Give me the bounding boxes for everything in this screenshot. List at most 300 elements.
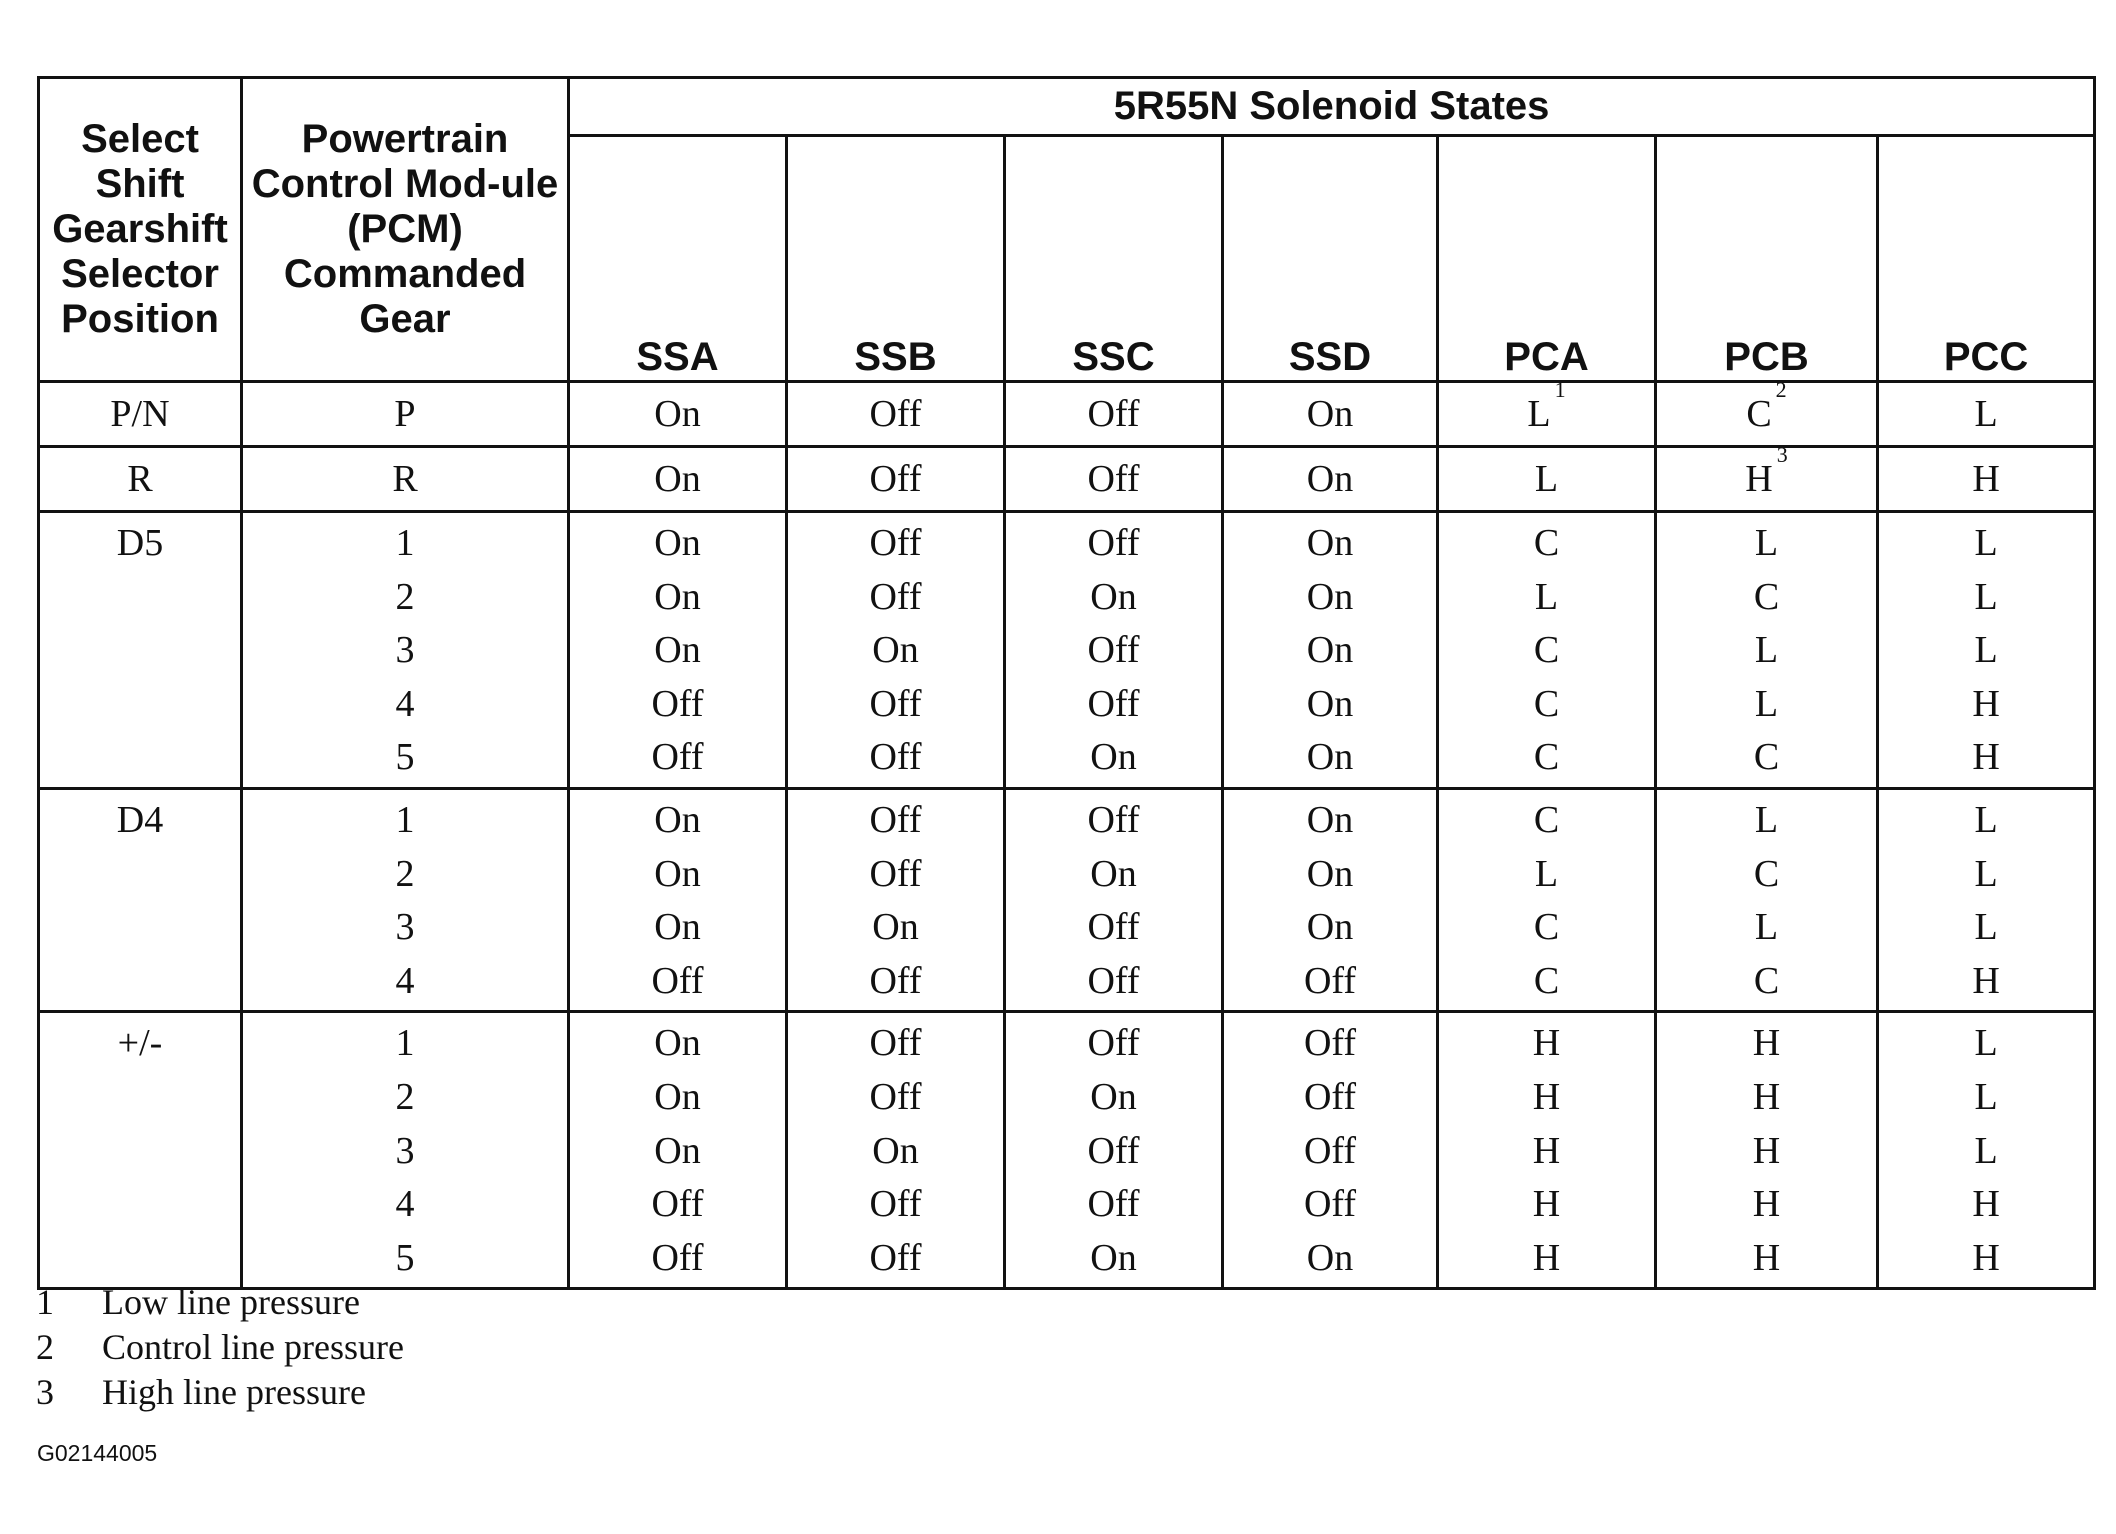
ssd-state (1224, 517, 1436, 571)
ssb-state (869, 393, 921, 435)
selector-position: +/- (117, 1022, 163, 1065)
figure-code: G02144005 (37, 1440, 158, 1466)
pca-value: L (1527, 393, 1551, 435)
ssa-state (570, 1125, 785, 1179)
pcc-cell (1878, 1012, 2095, 1289)
pca-state (1439, 731, 1654, 785)
footnote-number: 3 (36, 1372, 54, 1412)
ssd-state (1224, 1232, 1436, 1286)
pcb-cell (1656, 1012, 1878, 1289)
selector-position: R (127, 458, 153, 500)
footnote (36, 1280, 404, 1325)
pcc-state (1879, 517, 2093, 571)
pcb-state (1657, 848, 1876, 902)
pcb-cell (1656, 377, 1878, 447)
ssd-value: On (1306, 575, 1354, 618)
ssc-cell (1005, 382, 1223, 447)
ssb-state (788, 1017, 1003, 1071)
footnote-text: High line pressure (102, 1372, 366, 1412)
ssc-value: Off (1087, 1129, 1140, 1172)
ssa-value: On (654, 852, 701, 895)
ssa-cell (569, 447, 787, 512)
ssb-value: Off (869, 1183, 922, 1226)
pcc-state (1879, 794, 2093, 848)
pcb-state (1657, 731, 1876, 785)
ssb-cell (787, 512, 1005, 789)
ssb-value: Off (869, 522, 922, 564)
pca-state (1439, 1071, 1654, 1125)
pca-value: H (1532, 1129, 1561, 1172)
ssb-value: Off (869, 1236, 922, 1279)
pca-value: L (1534, 458, 1559, 500)
ssd-value: On (1306, 682, 1354, 725)
pca-state (1439, 1125, 1654, 1179)
ssd-state (1224, 794, 1436, 848)
pca-state (1439, 955, 1654, 1009)
pcb-value: C (1746, 393, 1772, 435)
pcc-state (1879, 571, 2093, 625)
header-ssc: SSC (1005, 136, 1223, 382)
ssb-value: Off (869, 458, 922, 500)
ssc-value: Off (1087, 906, 1140, 949)
ssa-state (570, 794, 785, 848)
pca-value: C (1533, 906, 1560, 949)
ssc-state (1006, 1232, 1221, 1286)
pcc-cell (1878, 447, 2095, 512)
ssd-state (1224, 848, 1436, 902)
ssd-state (1224, 678, 1436, 732)
ssc-value: Off (1087, 458, 1140, 500)
pca-value: H (1532, 1022, 1561, 1065)
selector-position: D5 (116, 522, 164, 564)
ssd-state (1224, 1178, 1436, 1232)
ssb-state (788, 1071, 1003, 1125)
ssd-cell (1223, 447, 1438, 512)
ssc-state (1087, 458, 1139, 500)
ssd-value: Off (1303, 1075, 1357, 1118)
header-ssd: SSD (1223, 136, 1438, 382)
ssa-state (570, 1071, 785, 1125)
pca-state (1535, 458, 1558, 500)
ssd-state (1224, 901, 1436, 955)
pcc-state (1879, 1178, 2093, 1232)
ssc-state (1006, 624, 1221, 678)
ssc-value: On (1090, 1075, 1137, 1118)
footnote-number: 2 (36, 1327, 54, 1367)
ssa-value: On (654, 458, 701, 500)
pcc-value: L (1974, 522, 1998, 564)
commanded-gear: 1 (395, 1022, 415, 1065)
ssa-value: Off (651, 1183, 704, 1226)
ssa-value: Off (651, 959, 704, 1002)
ssc-state (1006, 571, 1221, 625)
pcc-value: L (1974, 906, 1998, 949)
ssb-value: On (872, 1129, 919, 1172)
footnotes (36, 1280, 404, 1415)
commanded-gear: 3 (395, 906, 415, 949)
pca-value: H (1532, 1183, 1561, 1226)
ssb-state (788, 1125, 1003, 1179)
commanded-gear: 3 (395, 629, 415, 672)
pcc-value: L (1974, 575, 1998, 618)
ssd-value: On (1306, 852, 1354, 895)
ssd-state (1224, 1125, 1436, 1179)
pcb-state (1657, 794, 1876, 848)
footnote-ref: 2 (1775, 377, 1787, 402)
pcb-cell (1656, 512, 1878, 789)
commanded-gear: 1 (395, 798, 415, 841)
ssb-state (788, 1232, 1003, 1286)
ssd-value: Off (1303, 1183, 1357, 1226)
ssd-state (1224, 571, 1436, 625)
header-pcb: PCB (1656, 136, 1878, 382)
row-group-3 (39, 788, 2095, 1011)
pcb-value: H (1752, 1022, 1781, 1065)
pcc-state (1879, 678, 2093, 732)
commanded-gear: 3 (395, 1129, 415, 1172)
commanded-gear: 1 (395, 522, 415, 564)
ssa-state (570, 731, 785, 785)
selector-position-cell (39, 1012, 242, 1289)
header-pcm-gear: Powertrain Control Mod-ule (PCM) Commanded Gear (242, 78, 569, 382)
ssc-state (1006, 731, 1221, 785)
ssb-cell (787, 447, 1005, 512)
ssc-state (1087, 393, 1139, 435)
pcb-cell (1656, 442, 1878, 512)
ssb-state (788, 678, 1003, 732)
pcc-cell (1878, 512, 2095, 789)
pca-value: C (1533, 959, 1560, 1002)
pcc-value: L (1974, 852, 1998, 895)
ssd-cell (1223, 788, 1438, 1011)
ssd-cell (1223, 512, 1438, 789)
pcc-state (1879, 955, 2093, 1009)
pcc-state (1879, 1125, 2093, 1179)
pca-value: L (1534, 575, 1559, 618)
row-group-1 (39, 447, 2095, 512)
ssb-state (788, 848, 1003, 902)
pcc-state (1879, 624, 2093, 678)
pca-state (1439, 571, 1654, 625)
pcc-state (1879, 848, 2093, 902)
pca-state (1439, 901, 1654, 955)
ssa-cell (569, 382, 787, 447)
pcb-value: L (1754, 629, 1779, 672)
ssd-value: On (1306, 458, 1354, 500)
pcb-value: H (1745, 458, 1773, 500)
ssa-state (570, 1178, 785, 1232)
ssb-value: Off (869, 1075, 922, 1118)
ssc-state (1006, 678, 1221, 732)
pca-state (1439, 1017, 1654, 1071)
pcb-state (1746, 377, 1787, 435)
pca-state (1439, 1178, 1654, 1232)
ssa-state (570, 678, 785, 732)
ssb-state (788, 794, 1003, 848)
pcc-value: H (1972, 736, 2000, 779)
selector-position: D4 (116, 798, 164, 841)
footnote (36, 1325, 404, 1370)
pcb-value: C (1753, 852, 1780, 895)
pcb-value: C (1753, 736, 1780, 779)
ssb-state (788, 517, 1003, 571)
header-solenoid-states: 5R55N Solenoid States (569, 78, 2095, 136)
pcc-state (1879, 901, 2093, 955)
ssc-state (1006, 794, 1221, 848)
ssa-value: On (654, 575, 701, 618)
ssc-value: Off (1087, 393, 1140, 435)
ssd-state (1224, 624, 1436, 678)
ssc-cell (1005, 447, 1223, 512)
ssc-state (1006, 901, 1221, 955)
pcc-value: H (1972, 458, 2000, 500)
ssa-value: Off (651, 682, 704, 725)
ssd-value: Off (1303, 1129, 1357, 1172)
pcc-value: H (1972, 959, 2000, 1002)
pca-cell (1438, 447, 1656, 512)
pcb-value: L (1754, 522, 1779, 564)
ssd-cell (1223, 382, 1438, 447)
table-body (39, 377, 2095, 1289)
ssb-cell (787, 788, 1005, 1011)
ssa-state (570, 955, 785, 1009)
ssb-value: Off (869, 393, 922, 435)
pca-value: C (1533, 736, 1560, 779)
commanded-gear: 2 (395, 852, 415, 895)
pca-state (1439, 1232, 1654, 1286)
ssb-state (788, 731, 1003, 785)
ssa-cell (569, 788, 787, 1011)
ssc-state (1006, 955, 1221, 1009)
pca-cell (1438, 512, 1656, 789)
pcb-state (1657, 1178, 1876, 1232)
pcb-value: H (1752, 1183, 1781, 1226)
ssb-state (869, 458, 921, 500)
ssa-cell (569, 1012, 787, 1289)
selector-position-cell (39, 512, 242, 789)
selector-position-cell (39, 382, 242, 447)
pcc-cell (1878, 382, 2095, 447)
ssa-state (570, 571, 785, 625)
footnote-text: Low line pressure (102, 1282, 360, 1322)
ssb-state (788, 955, 1003, 1009)
ssa-state (570, 1232, 785, 1286)
ssa-state (654, 393, 700, 435)
ssa-value: On (654, 522, 701, 564)
commanded-gear: 4 (395, 959, 415, 1002)
pca-value: H (1532, 1075, 1561, 1118)
pca-value: C (1533, 629, 1560, 672)
pca-state (1439, 624, 1654, 678)
pcc-state (1972, 458, 1999, 500)
pcc-state (1879, 731, 2093, 785)
solenoid-states-table (37, 76, 2096, 1290)
pcc-value: H (1972, 1183, 2000, 1226)
pcb-state (1657, 1232, 1876, 1286)
ssa-state (570, 901, 785, 955)
header-pca: PCA (1438, 136, 1656, 382)
ssa-state (570, 624, 785, 678)
pca-state (1439, 794, 1654, 848)
pcc-value: L (1974, 393, 1998, 435)
ssd-state (1224, 731, 1436, 785)
ssa-cell (569, 512, 787, 789)
ssc-value: On (1090, 1236, 1137, 1279)
ssb-value: On (872, 629, 919, 672)
ssa-value: On (654, 798, 701, 841)
ssa-value: On (654, 906, 701, 949)
pca-state (1527, 377, 1566, 435)
footnote-ref: 1 (1554, 377, 1566, 402)
ssc-state (1006, 1071, 1221, 1125)
header-select-position: Select Shift Gearshift Selector Position (39, 78, 242, 382)
pcc-value: H (1972, 1236, 2000, 1279)
footnote-ref: 3 (1776, 442, 1788, 467)
ssd-value: On (1306, 393, 1354, 435)
commanded-gear: 4 (395, 682, 415, 725)
pcc-value: L (1974, 798, 1998, 841)
pca-state (1439, 678, 1654, 732)
ssd-value: Off (1303, 1022, 1357, 1065)
pca-state (1439, 848, 1654, 902)
ssb-value: Off (869, 575, 922, 618)
ssd-value: On (1306, 629, 1354, 672)
ssb-state (788, 901, 1003, 955)
pcb-state (1657, 1017, 1876, 1071)
ssa-value: On (654, 1129, 701, 1172)
pcc-value: L (1974, 629, 1998, 672)
footnote (36, 1370, 404, 1415)
ssa-state (654, 458, 700, 500)
ssa-value: On (654, 1075, 701, 1118)
pca-cell (1438, 1012, 1656, 1289)
ssd-value: On (1306, 522, 1354, 564)
ssb-value: On (872, 906, 919, 949)
ssd-value: On (1306, 736, 1354, 779)
pcb-value: H (1752, 1236, 1781, 1279)
ssd-state (1307, 393, 1353, 435)
ssb-value: Off (869, 798, 922, 841)
ssd-value: On (1306, 798, 1354, 841)
pcc-value: L (1974, 1022, 1998, 1065)
pca-value: H (1532, 1236, 1561, 1279)
ssc-value: Off (1087, 798, 1140, 841)
commanded-gear: 5 (395, 736, 415, 779)
ssb-cell (787, 1012, 1005, 1289)
pca-value: C (1533, 798, 1560, 841)
pca-value: C (1533, 682, 1560, 725)
pcc-state (1879, 1017, 2093, 1071)
pcb-state (1745, 442, 1788, 500)
pcb-value: H (1752, 1129, 1781, 1172)
pcb-cell (1656, 788, 1878, 1011)
ssa-state (570, 517, 785, 571)
pcb-state (1657, 1125, 1876, 1179)
pcb-state (1657, 1071, 1876, 1125)
header-ssb: SSB (787, 136, 1005, 382)
row-group-0 (39, 382, 2095, 447)
ssb-state (788, 1178, 1003, 1232)
ssd-state (1224, 1071, 1436, 1125)
pcc-state (1879, 1071, 2093, 1125)
ssb-state (788, 624, 1003, 678)
pcb-value: C (1753, 959, 1780, 1002)
pcc-state (1974, 393, 1997, 435)
ssc-value: On (1090, 575, 1137, 618)
pcb-value: C (1753, 575, 1780, 618)
pcb-state (1657, 571, 1876, 625)
ssc-value: Off (1087, 1183, 1140, 1226)
ssd-value: Off (1303, 959, 1357, 1002)
pcb-state (1657, 517, 1876, 571)
ssb-value: Off (869, 1022, 922, 1065)
ssb-cell (787, 382, 1005, 447)
ssb-value: Off (869, 959, 922, 1002)
commanded-gear: 4 (395, 1183, 415, 1226)
ssc-state (1006, 1178, 1221, 1232)
row-group-2 (39, 512, 2095, 789)
pcc-value: L (1974, 1129, 1998, 1172)
commanded-gear: 2 (395, 575, 415, 618)
ssa-value: On (654, 1022, 701, 1065)
commanded-gear: P (394, 393, 416, 435)
ssb-value: Off (869, 736, 922, 779)
ssd-value: On (1306, 1236, 1354, 1279)
commanded-gear: R (392, 458, 418, 500)
ssc-value: Off (1087, 629, 1140, 672)
commanded-gear: 2 (395, 1075, 415, 1118)
pca-value: C (1533, 522, 1560, 564)
ssb-value: Off (869, 852, 922, 895)
ssd-value: On (1306, 906, 1354, 949)
pcb-state (1657, 901, 1876, 955)
ssc-value: Off (1087, 682, 1140, 725)
ssc-state (1006, 517, 1221, 571)
pcc-value: L (1974, 1075, 1998, 1118)
ssa-state (570, 1017, 785, 1071)
ssc-cell (1005, 1012, 1223, 1289)
ssd-state (1307, 458, 1353, 500)
ssc-state (1006, 1017, 1221, 1071)
ssa-value: On (654, 393, 701, 435)
commanded-gear-cell (242, 382, 569, 447)
pcb-state (1657, 624, 1876, 678)
pcc-value: H (1972, 682, 2000, 725)
pca-value: L (1534, 852, 1559, 895)
pcb-value: H (1752, 1075, 1781, 1118)
pcb-value: L (1754, 682, 1779, 725)
commanded-gear-cell (242, 447, 569, 512)
ssd-state (1224, 955, 1436, 1009)
ssa-value: Off (651, 736, 704, 779)
selector-position: P/N (110, 393, 170, 435)
ssc-state (1006, 848, 1221, 902)
pca-cell (1438, 788, 1656, 1011)
ssc-value: On (1090, 736, 1137, 779)
ssc-value: Off (1087, 959, 1140, 1002)
ssc-cell (1005, 512, 1223, 789)
ssa-value: On (654, 629, 701, 672)
commanded-gear-cell (242, 512, 569, 789)
commanded-gear-cell (242, 1012, 569, 1289)
ssc-value: Off (1087, 522, 1140, 564)
pcb-state (1657, 955, 1876, 1009)
pcc-cell (1878, 788, 2095, 1011)
pcb-state (1657, 678, 1876, 732)
ssa-state (570, 848, 785, 902)
ssc-cell (1005, 788, 1223, 1011)
ssc-value: Off (1087, 1022, 1140, 1065)
